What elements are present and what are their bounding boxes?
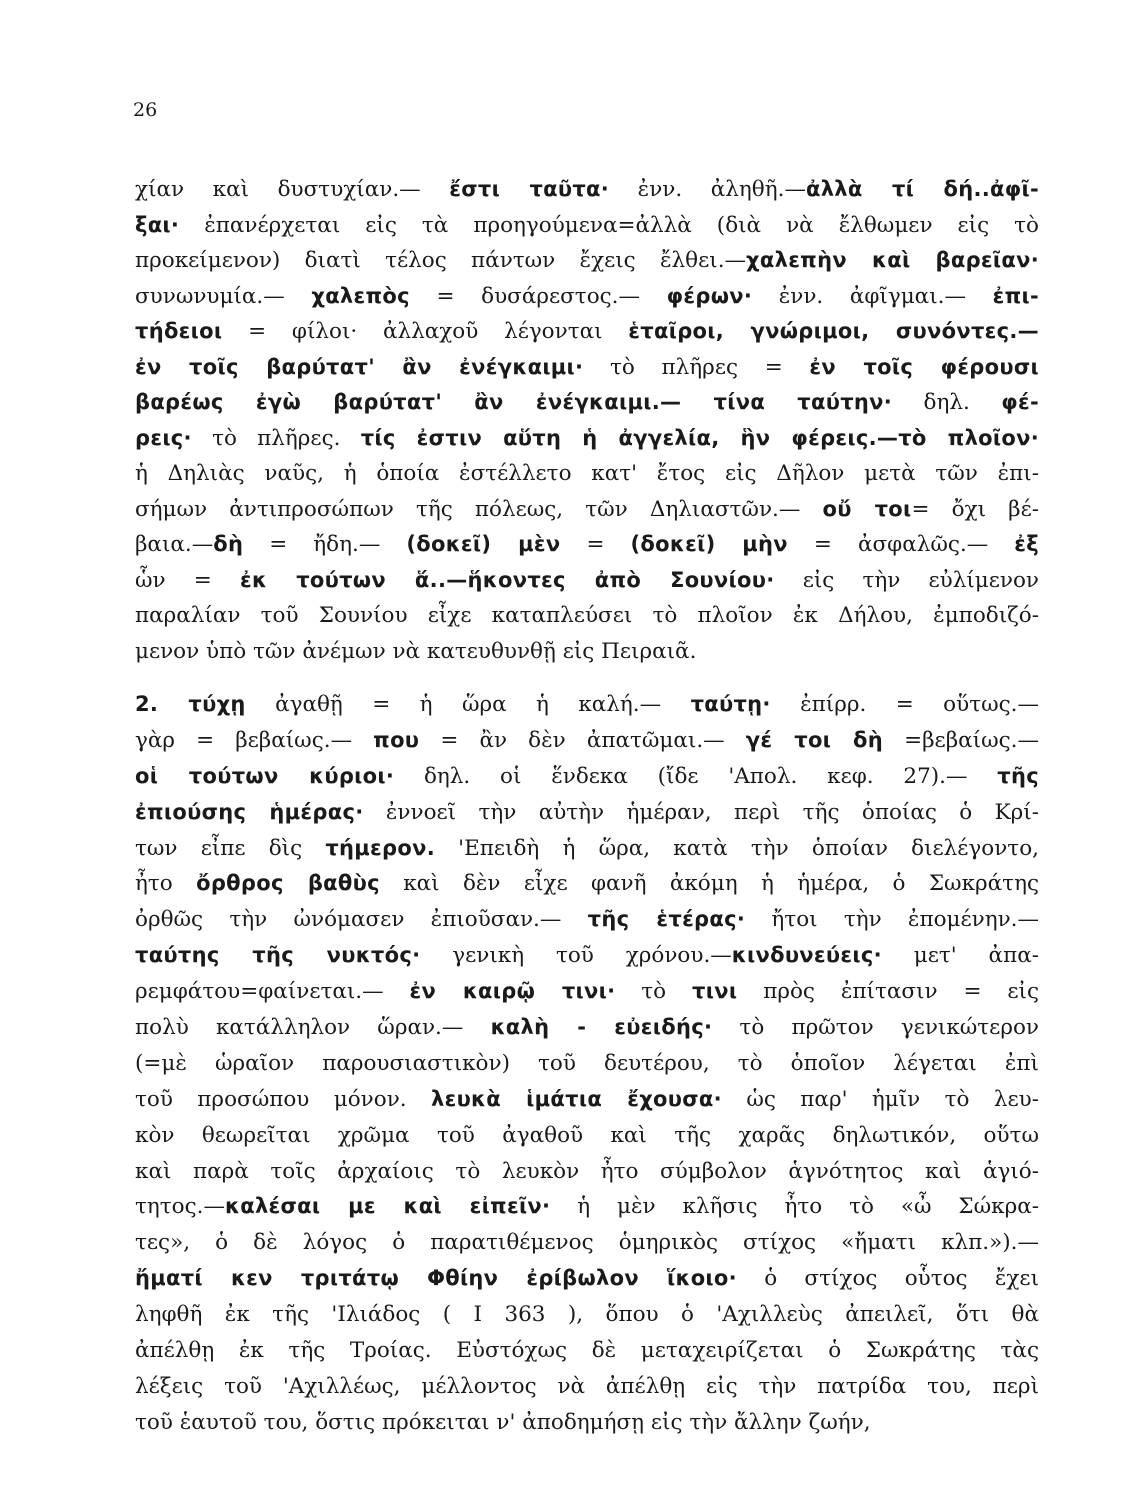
text-line — [135, 866, 1039, 902]
page-number: 26 — [133, 99, 158, 121]
text-line — [135, 1297, 1039, 1333]
gloss-text: γὰρ — [135, 727, 176, 753]
gloss-text: ἀγαθῇ = ἡ ὥρα ἡ καλή.— — [245, 692, 691, 717]
lemma-term: τῆς — [997, 763, 1039, 788]
gloss-text: παραλίαν τοῦ Σουνίου εἶχε καταπλεύσει τὸ πλοῖον ἐκ Δήλου, ἐμποδιζό- — [135, 603, 1039, 628]
gloss-text: βαια.— — [135, 532, 214, 557]
gloss-text: ὡς παρ' ἡμῖν τὸ λευ- — [721, 1086, 1039, 1112]
lemma-term: ὄρθρος βαθὺς — [196, 871, 380, 896]
lemma-term: οἱ τούτων κύριοι· — [135, 763, 395, 788]
lemma-term: κινδυνεύεις· — [731, 943, 882, 968]
lemma-term: ρεις· — [135, 425, 192, 450]
text-line — [135, 492, 1039, 528]
lemma-term: ἐν καιρῷ τινι· — [409, 979, 616, 1004]
lemma-term: ἔστι ταῦτα· — [449, 177, 610, 201]
lemma-term: ἐν τοῖς βαρύτατ' ἂν ἐνέγκαιμι· — [135, 354, 584, 379]
gloss-text: χίαν καὶ δυστυχίαν.— — [135, 177, 450, 202]
text-line — [135, 1369, 1039, 1405]
lemma-term: τήμερον. — [325, 835, 435, 860]
gloss-text: δηλ. οἱ ἕνδεκα (ἴδε 'Απολ. κεφ. 27).— — [394, 763, 998, 789]
lemma-term: ἐκ τούτων ἅ..—ἥκοντες ἀπὸ Σουνίου· — [240, 567, 775, 592]
lemma-term: φέ- — [1001, 390, 1039, 414]
gloss-text: καὶ παρὰ τοῖς ἀρχαίοις τὸ λευκὸν ἦτο σύμβολον ἁγνότητος καὶ ἁγιό- — [135, 1158, 1039, 1184]
gloss-text: ἡ Δηλιὰς ναῦς, ἡ ὁποία ἐστέλλετο κατ' ἔτος εἰς Δῆλον μετὰ τῶν ἐπι- — [135, 461, 1039, 486]
text-line — [135, 974, 1039, 1010]
lemma-term: 2. τύχῃ — [135, 692, 246, 716]
text-line — [135, 723, 1039, 759]
text-line — [135, 350, 1039, 386]
lemma-term: ἤματί κεν τριτάτῳ Φθίην ἐρίβωλον ἵκοιο· — [135, 1266, 737, 1291]
gloss-text: = φίλοι· ἀλλαχοῦ λέγονται — [222, 319, 629, 344]
gloss-text: μενον ὑπὸ τῶν ἀνέμων νὰ κατευθυνθῇ εἰς Πειραιᾶ. — [135, 638, 697, 664]
gloss-text: τητος.— — [135, 1194, 225, 1220]
lemma-term: που — [373, 727, 420, 752]
gloss-text: σήμων ἀντιπροσώπων τῆς πόλεως, τῶν Δηλιαστῶν.— — [135, 496, 823, 522]
text-line — [135, 1405, 1039, 1441]
gloss-text: = — [165, 567, 241, 593]
lemma-term: ἐπιούσης ἡμέρας· — [135, 799, 364, 824]
text-line — [135, 1225, 1039, 1261]
gloss-text: ἡ μὲν κλῆσις ἦτο τὸ «ὦ Σώκρα- — [550, 1194, 1039, 1220]
gloss-text: ὁ στίχος οὗτος ἔχει — [736, 1266, 1039, 1292]
gloss-text: ἤτοι τὴν ἐπομένην.— — [745, 907, 1039, 933]
text-line — [135, 314, 1039, 350]
gloss-text: συνωνυμία.— — [135, 283, 312, 309]
gloss-text: τὸ πλῆρες. — [191, 425, 361, 451]
gloss-text: γενικὴ τοῦ χρόνου.— — [420, 943, 732, 969]
gloss-text: λέξεις τοῦ 'Αχιλλέως, μέλλοντος νὰ ἀπέλθῃ εἰς τὴν πατρίδα του, περὶ — [135, 1373, 1039, 1399]
gloss-text: προκείμενον) διατὶ τέλος πάντων ἔχεις ἔλθει.— — [135, 248, 747, 273]
gloss-text: = ὄχι βέ- — [911, 496, 1039, 522]
gloss-text: ἐννοεῖ τὴν αὐτὴν ἡμέραν, περὶ τῆς ὁποίας ὁ Κρί- — [363, 799, 1039, 825]
gloss-text: ἐπανέρχεται εἰς τὰ προηγούμενα=ἀλλὰ (διὰ νὰ ἔλθωμεν εἰς τὸ — [179, 212, 1039, 238]
gloss-text: = βεβαίως.— — [175, 727, 374, 753]
gloss-text: = ἀσφαλῶς.— — [787, 532, 1015, 557]
lemma-term: βαρέως ἐγὼ βαρύτατ' ἂν ἐνέγκαιμι.— τίνα ταύτην· — [135, 390, 893, 414]
text-line — [135, 456, 1039, 492]
text-line — [135, 759, 1039, 795]
gloss-text: τες», ὁ δὲ λόγος ὁ παρατιθέμενος ὁμηρικὸς στίχος «ἤματι κλπ.»).— — [135, 1230, 1039, 1256]
gloss-text: των εἶπε δὶς — [135, 835, 326, 861]
lemma-term: ξαι· — [135, 212, 180, 237]
gloss-text: =βεβαίως.— — [883, 727, 1039, 753]
text-line — [135, 1082, 1039, 1118]
lemma-term: ταύτης τῆς νυκτός· — [135, 943, 421, 968]
text-line — [135, 634, 1039, 670]
gloss-text: (=μὲ ὡραῖον παρουσιαστικὸν) τοῦ δευτέρου, τὸ ὁποῖον λέγεται ἐπὶ — [135, 1050, 1039, 1076]
text-line — [135, 563, 1039, 599]
gloss-text: μετ' ἀπα- — [881, 943, 1039, 969]
text-line — [135, 687, 1039, 723]
gloss-text: ἐνν. ἀφῖγμαι.— — [752, 283, 993, 309]
lemma-term: φέρων· — [666, 283, 753, 308]
gloss-text: ἦτο — [135, 871, 197, 897]
lemma-term: ταύτῃ· — [690, 692, 771, 716]
lemma-term: καλέσαι με καὶ εἰπεῖν· — [225, 1194, 551, 1219]
text-line — [135, 1333, 1039, 1369]
gloss-text: τὸ πλῆρες = — [583, 354, 810, 380]
gloss-text: = — [560, 532, 631, 557]
lemma-term: χαλεπὸς — [311, 283, 410, 308]
text-line — [135, 243, 1039, 279]
text-line — [135, 421, 1039, 457]
lemma-term: καλὴ - εὐειδής· — [490, 1015, 713, 1040]
gloss-text: ὧν — [135, 567, 166, 593]
lemma-term: ἀλλὰ τί δή..ἀφῖ- — [805, 177, 1039, 201]
gloss-text: τοῦ ἑαυτοῦ του, ὅστις πρόκειται ν' ἀποδημήσῃ εἰς τὴν ἄλλην ζωήν, — [135, 1409, 871, 1435]
text-line — [135, 938, 1039, 974]
lemma-term: οὔ τοι — [822, 496, 912, 521]
lemma-term: χαλεπὴν καὶ βαρεῖαν· — [746, 248, 1039, 272]
text-line — [135, 527, 1039, 563]
text-line — [135, 831, 1039, 867]
text-line — [135, 1189, 1039, 1225]
gloss-text: = δυσάρεστος.— — [409, 283, 667, 309]
lemma-term: τινι — [692, 979, 738, 1004]
lemma-term: ἐπι- — [992, 283, 1039, 308]
lemma-term: ἑταῖροι, γνώριμοι, συνόντες.— — [628, 319, 1039, 343]
gloss-text: ὀρθῶς τὴν ὠνόμασεν ἐπιοῦσαν.— — [135, 907, 588, 933]
lemma-term: (δοκεῖ) μὴν — [630, 532, 788, 556]
text-line — [135, 208, 1039, 244]
gloss-text: τοῦ προσώπου μόνον. — [135, 1086, 431, 1112]
text-line — [135, 1010, 1039, 1046]
gloss-text: εἰς τὴν εὐλίμενον — [774, 567, 1039, 593]
lemma-term: λευκὰ ἱμάτια ἔχουσα· — [431, 1086, 722, 1111]
text-line — [135, 795, 1039, 831]
gloss-text: δηλ. — [892, 390, 1002, 415]
lemma-term: δὴ — [213, 532, 244, 556]
gloss-text: ρεμφάτου=φαίνεται.— — [135, 979, 410, 1005]
lemma-term: ἐξ — [1014, 532, 1039, 556]
gloss-text: 'Επειδὴ ἡ ὥρα, κατὰ τὴν ὁποίαν διελέγοντο, — [434, 835, 1039, 861]
text-line — [135, 1046, 1039, 1082]
text-line — [135, 1261, 1039, 1297]
gloss-text: πρὸς ἐπίτασιν = εἰς — [737, 979, 1039, 1005]
lemma-term: (δοκεῖ) μὲν — [406, 532, 561, 556]
text-line — [135, 385, 1039, 421]
gloss-text: τὸ — [615, 979, 693, 1005]
gloss-text: πολὺ κατάλληλον ὥραν.— — [135, 1015, 491, 1041]
text-line — [135, 902, 1039, 938]
commentary-paragraph-2 — [135, 687, 1039, 1441]
gloss-text: ἐνν. ἀληθῆ.— — [609, 177, 806, 202]
text-line — [135, 172, 1039, 208]
gloss-text: ληφθῆ ἐκ τῆς 'Ιλιάδος ( Ι 363 ), ὅπου ὁ 'Αχιλλεὺς ἀπειλεῖ, ὅτι θὰ — [135, 1302, 1039, 1328]
gloss-text: = ἤδη.— — [243, 532, 407, 557]
gloss-text: καὶ δὲν εἶχε φανῆ ἀκόμη ἡ ἡμέρα, ὁ Σωκράτης — [379, 871, 1039, 897]
gloss-text: κὸν θεωρεῖται χρῶμα τοῦ ἀγαθοῦ καὶ τῆς χαρᾶς δηλωτικόν, οὕτω — [135, 1122, 1039, 1148]
lemma-term: τῆς ἑτέρας· — [587, 907, 746, 932]
lemma-term: τίς ἐστιν αὕτη ἡ ἀγγελία, ἣν φέρεις.—τὸ πλοῖον· — [360, 425, 1039, 450]
text-line — [135, 1154, 1039, 1190]
lemma-term: ἐν τοῖς φέρουσι — [809, 354, 1039, 379]
text-line — [135, 1118, 1039, 1154]
commentary-paragraph-1 — [135, 172, 1039, 669]
gloss-text: = ἂν δὲν ἀπατῶμαι.— — [419, 727, 746, 753]
gloss-text: ἐπίρρ. = οὕτως.— — [770, 692, 1039, 717]
gloss-text: ἀπέλθῃ ἐκ τῆς Τροίας. Εὐστόχως δὲ μεταχειρίζεται ὁ Σωκράτης τὰς — [135, 1338, 1039, 1364]
lemma-term: γέ τοι δὴ — [745, 727, 884, 752]
text-line — [135, 598, 1039, 634]
text-line — [135, 279, 1039, 315]
lemma-term: τήδειοι — [135, 319, 223, 343]
gloss-text: τὸ πρῶτον γενικώτερον — [712, 1015, 1039, 1041]
